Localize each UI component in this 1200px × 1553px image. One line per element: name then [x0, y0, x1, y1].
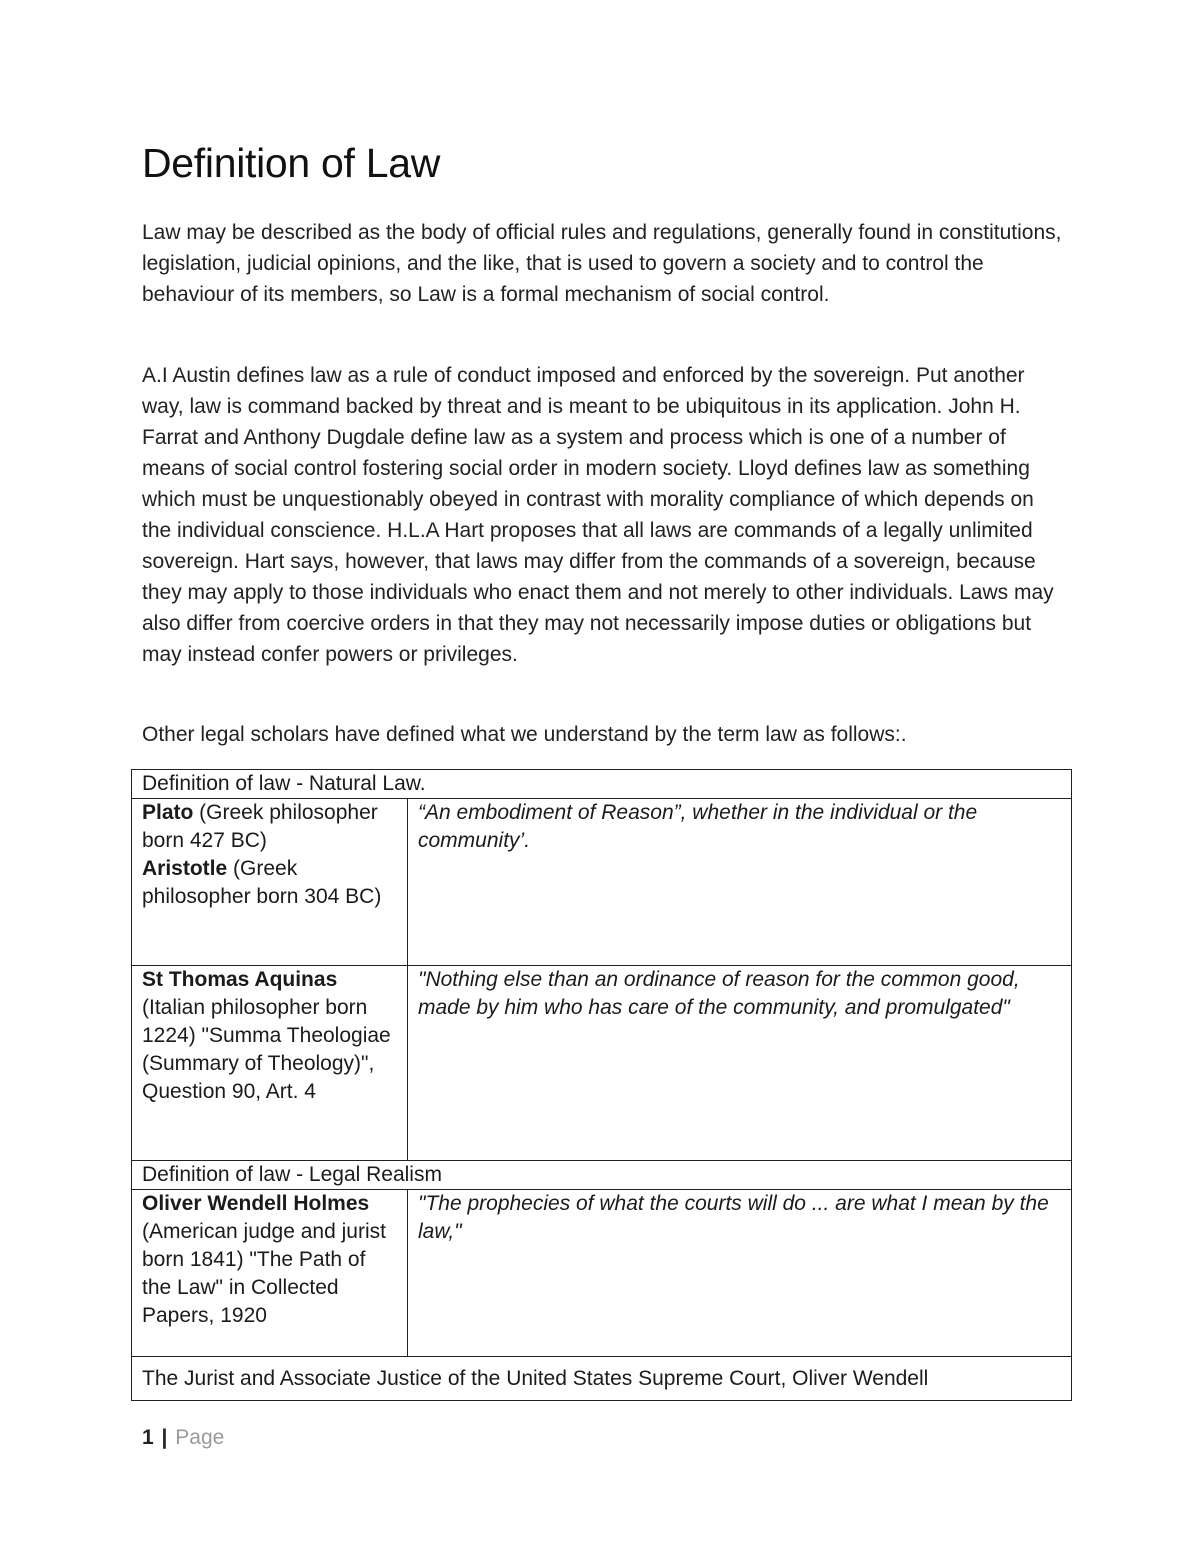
table-row — [132, 966, 1072, 1161]
author-description: (Greek philosopher born 304 BC) — [142, 857, 382, 908]
author-name: Plato — [142, 801, 194, 824]
section-legal-realism: Definition of law - Legal Realism — [132, 1161, 1072, 1190]
author-description: (American judge and jurist born 1841) "The Path of the Law" in Collected Papers, 1920 — [142, 1220, 386, 1327]
page-title: Definition of Law — [142, 140, 441, 186]
author-description: (Greek philosopher born 427 BC) — [142, 801, 378, 852]
table-row — [132, 1357, 1072, 1401]
author-name: Aristotle — [142, 857, 228, 880]
page-number: 1 — [142, 1426, 154, 1449]
scholars-intro-paragraph: Other legal scholars have defined what we understand by the term law as follows:. — [142, 723, 907, 746]
definition-quote: "Nothing else than an ordinance of reason for the common good, made by him who has care of the community, and promulgated" — [408, 966, 1072, 1161]
intro-paragraph: Law may be described as the body of official rules and regulations, generally found in constitutions, legislation, judicial opinions, and the like, that is used to govern a society and to control the behaviour of its members, so Law is a formal mechanism of social control. — [142, 221, 1062, 306]
author-description: (Italian philosopher born 1224) "Summa Theologiae (Summary of Theology)", Question 90, Art. 4 — [142, 996, 391, 1103]
author-cell — [132, 966, 408, 1161]
definition-quote: "The prophecies of what the courts will do ... are what I mean by the law," — [408, 1190, 1072, 1357]
definition-quote: “An embodiment of Reason”, whether in the individual or the community’. — [408, 799, 1072, 966]
footer-separator: | — [161, 1426, 168, 1449]
table-row — [132, 799, 1072, 966]
page-label: Page — [175, 1426, 225, 1449]
author-cell — [132, 1190, 408, 1357]
section-natural-law: Definition of law - Natural Law. — [132, 770, 1072, 799]
continuation-text: The Jurist and Associate Justice of the United States Supreme Court, Oliver Wendell — [132, 1357, 1072, 1401]
table-section-header — [132, 1161, 1072, 1190]
definitions-table — [131, 769, 1072, 1401]
definitions-paragraph: A.I Austin defines law as a rule of conduct imposed and enforced by the sovereign. Put another way, law is command backed by threat and is meant to be ubiquitous in its application. John H. Farrat and Anthony Dugdale define law as a system and process which is one of a number of means of social control fostering social order in modern society. Lloyd defines law as something which must be unquestionably obeyed in contrast with morality compliance of which depends on the individual conscience. H.L.A Hart proposes that all laws are commands of a legally unlimited sovereign. Hart says, however, that laws may differ from the commands of a sovereign, because they may apply to those individuals who enact them and not merely to other individuals. Laws may also differ from coercive orders in that they may not necessarily impose duties or obligations but may instead confer powers or privileges. — [142, 364, 1054, 666]
author-cell — [132, 799, 408, 966]
author-name: Oliver Wendell Holmes — [142, 1192, 370, 1215]
table-row — [132, 1190, 1072, 1357]
page-footer — [142, 1426, 224, 1450]
author-name: St Thomas Aquinas — [142, 968, 338, 991]
table-section-header — [132, 770, 1072, 799]
